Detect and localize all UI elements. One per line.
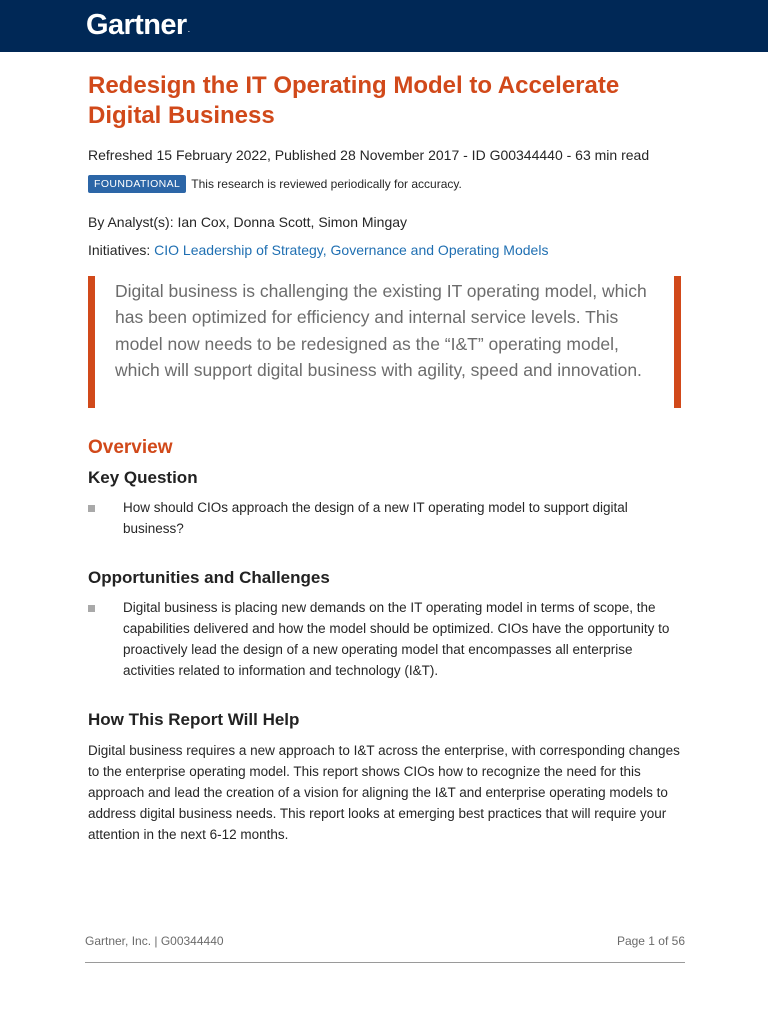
overview-heading: Overview (88, 437, 173, 458)
bullet-icon (88, 505, 95, 512)
gartner-logo[interactable]: Gartner. (86, 9, 190, 41)
initiatives-link[interactable]: CIO Leadership of Strategy, Governance and Operating Models (154, 242, 549, 258)
opportunities-text: Digital business is placing new demands on the IT operating model in terms of scope, the capabilities delivered and how the model should be optimized. CIOs have the opportunity to proactively lead the design of a new operating model that encompasses all enterprise activities related to information and technology (I&T). (123, 600, 670, 678)
badge-row (88, 175, 462, 193)
opportunities-heading: Opportunities and Challenges (88, 568, 330, 587)
key-question-heading: Key Question (88, 468, 198, 487)
help-heading: How This Report Will Help (88, 710, 300, 729)
summary-callout: Digital business is challenging the existing IT operating model, which has been optimized for efficiency and internal service levels. This model now needs to be redesigned as the “I&T” operating model, which will support digital business with agility, speed and innovation. (88, 276, 681, 408)
initiatives-label: Initiatives: (88, 242, 151, 258)
analysts-line: By Analyst(s): Ian Cox, Donna Scott, Simon Mingay (88, 214, 408, 230)
foundational-badge: FOUNDATIONAL (88, 175, 186, 193)
bullet-icon (88, 605, 95, 612)
help-paragraph: Digital business requires a new approach to I&T across the enterprise, with corresponding changes to the enterprise operating model. This report shows CIOs how to recognize the need for this approach and lead the creation of a vision for aligning the I&T and enterprise operating models to address digital business needs. This report looks at emerging best practices that will require your attention in the next 6-12 months. (88, 743, 680, 842)
document-title: Redesign the IT Operating Model to Accelerate Digital Business (88, 72, 620, 129)
badge-note: This research is reviewed periodically for accuracy. (191, 177, 462, 191)
initiatives-line (88, 242, 548, 258)
footer-doc-id: Gartner, Inc. | G00344440 (85, 934, 224, 948)
footer-page-number: Page 1 of 56 (616, 934, 685, 948)
opportunities-item (88, 597, 688, 681)
header-bar (0, 0, 768, 52)
key-question-text: How should CIOs approach the design of a new IT operating model to support digital business? (123, 500, 628, 536)
logo-mark: . (187, 24, 190, 34)
key-question-item (88, 497, 688, 539)
footer-divider (85, 962, 685, 963)
publication-meta: Refreshed 15 February 2022, Published 28 November 2017 - ID G00344440 - 63 min read (88, 147, 650, 163)
